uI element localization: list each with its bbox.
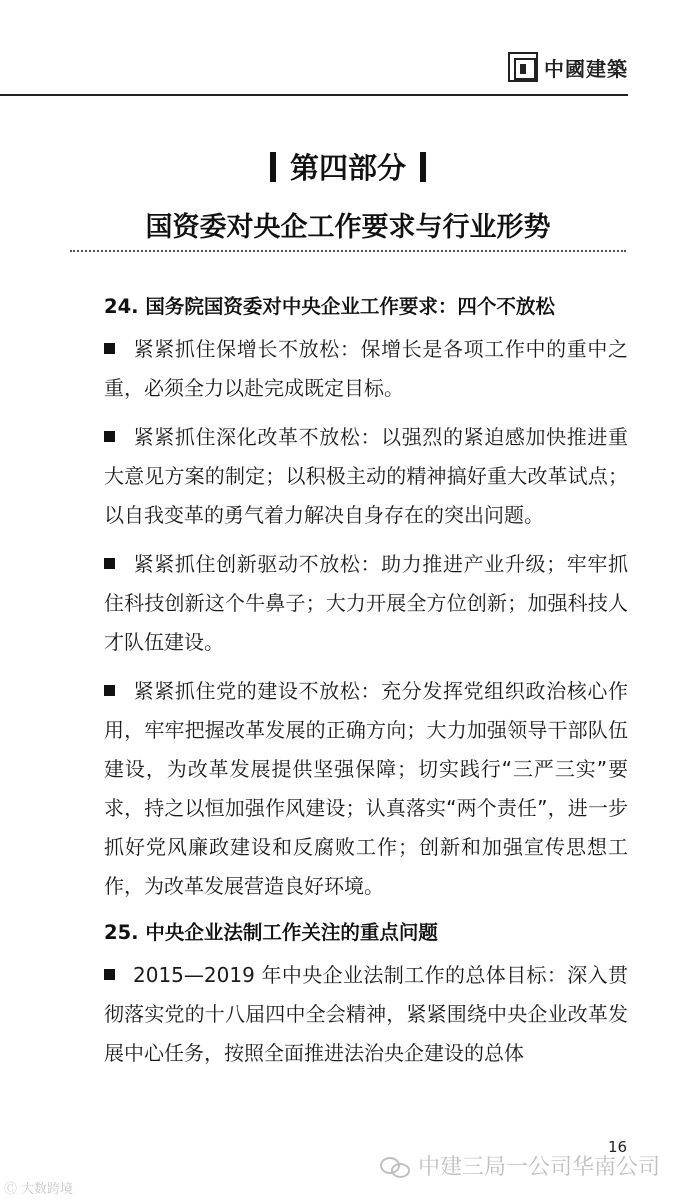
bullet-paragraph: 2015—2019 年中央企业法制工作的总体目标：深入贯彻落实党的十八届四中全会精神，紧紧围绕中央企业改革发展中心任务，按照全面推进法治央企建设的总体 [104,963,628,1065]
wechat-watermark [380,1150,660,1181]
bullet-paragraph: 紧紧抓住深化改革不放松：以强烈的紧迫感加快推进重大意见方案的制定；以积极主动的精神搞好重大改革试点；以自我变革的勇气着力解决自身存在的突出问题。 [104,425,628,527]
page-number: 16 [608,1138,628,1156]
dotted-divider [70,250,626,252]
bullet-paragraph: 紧紧抓住保增长不放松：保增长是各项工作中的重中之重，必须全力以赴完成既定目标。 [104,337,628,400]
square-bullet-icon [104,431,115,442]
bullet-paragraph: 紧紧抓住创新驱动不放松：助力推进产业升级；牢牢抓住科技创新这个牛鼻子；大力开展全方位创新；加强科技人才队伍建设。 [104,552,628,654]
square-bullet-icon [104,969,115,980]
section-25-heading: 25. 中央企业法制工作关注的重点问题 [104,921,438,944]
cscec-logo-icon [508,52,538,82]
watermark-logo-icon: Ⓒ [4,1182,18,1197]
watermark-left-text: 大数跨境 [21,1182,74,1197]
section-title-block [0,146,696,244]
watermark-text: 中建三局一公司华南公司 [418,1155,661,1180]
square-bullet-icon [104,558,115,569]
square-bullet-icon [104,343,115,354]
section-24-heading: 24. 国务院国资委对中央企业工作要求：四个不放松 [104,295,555,318]
part-subtitle: 国资委对央企工作要求与行业形势 [145,212,551,243]
right-bar-icon [420,152,426,182]
source-watermark [4,1178,73,1197]
company-logo [508,52,628,82]
part-title [270,146,426,187]
logo-text: 中國建築 [544,56,628,81]
document-body [104,290,628,1083]
square-bullet-icon [104,685,115,696]
wechat-icon [380,1155,410,1177]
header-rule [0,94,628,96]
part-title-text: 第四部分 [289,151,406,185]
bullet-paragraph: 紧紧抓住党的建设不放松：充分发挥党组织政治核心作用，牢牢把握改革发展的正确方向；大力加强领导干部队伍建设，为改革发展提供坚强保障；切实践行“三严三实”要求，持之以恒加强作风建设；认真落实“两个责任”，进一步抓好党风廉政建设和反腐败工作；创新和加强宣传思想工作，为改革发展营造良好环境。 [104,679,628,898]
left-bar-icon [270,152,276,182]
